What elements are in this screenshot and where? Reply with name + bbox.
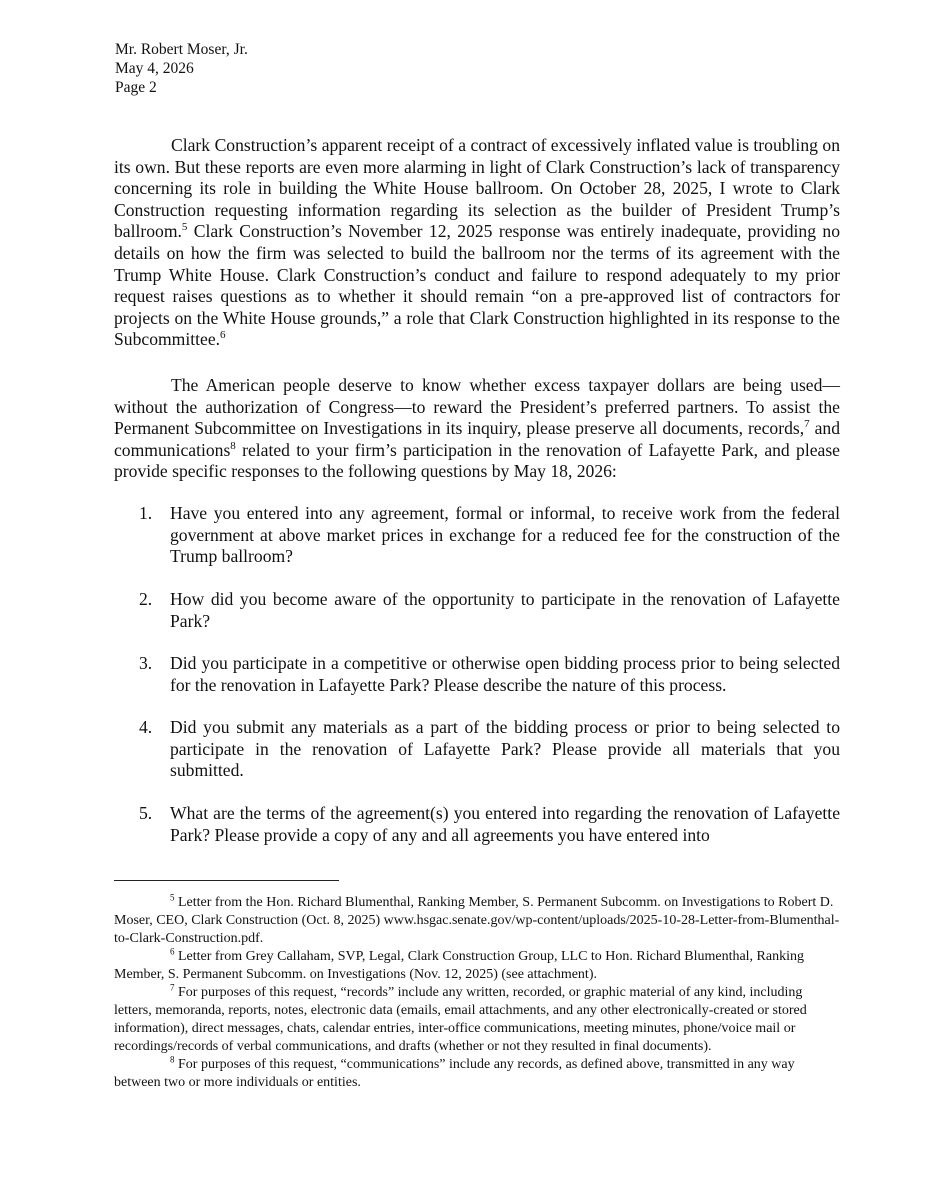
question-text: Have you entered into any agreement, formal or informal, to receive work from the federal government at above market prices in exchange for a reduced fee for the construction of the Trump ballroom? — [170, 503, 840, 567]
question-text: Did you participate in a competitive or otherwise open bidding process prior to being selected for the renovation in Lafayette Park? Please describe the nature of this process. — [170, 653, 840, 695]
paragraph-request — [114, 375, 840, 483]
footnote-8 — [114, 1056, 840, 1092]
paragraph-text: Clark Construction’s November 12, 2025 response was entirely inadequate, providing no details on how the firm was selected to build the ballroom nor the terms of its agreement with the Trump White House. Clark Construction’s conduct and failure to respond adequately to my prior request raises questions as to whether it should remain “on a pre-approved list of contractors for projects on the White House grounds,” a role that Clark Construction highlighted in its response to the Subcommittee. — [114, 221, 840, 350]
footnote-6 — [114, 948, 840, 984]
footnote-text: For purposes of this request, “communications” include any records, as defined above, transmitted in any way between two or more individuals or entities. — [114, 1057, 795, 1090]
question-number: 5. — [139, 803, 153, 823]
footnote-ref-6: 6 — [220, 329, 226, 342]
footnote-number: 7 — [170, 982, 175, 993]
question-text: Did you submit any materials as a part of the bidding process or prior to being selected to participate in the renovation of Lafayette Park? Please provide all materials that you submitted. — [170, 717, 840, 781]
page-number: Page 2 — [115, 79, 157, 96]
footnote-divider — [114, 880, 339, 881]
question-number: 1. — [139, 503, 153, 523]
footnotes — [114, 894, 840, 1092]
question-text: How did you become aware of the opportunity to participate in the renovation of Lafayette Park? — [170, 589, 840, 631]
recipient-name: Mr. Robert Moser, Jr. — [115, 41, 248, 58]
footnote-ref-8: 8 — [230, 439, 236, 452]
letter-header — [115, 40, 248, 97]
question-number: 3. — [139, 653, 153, 673]
footnote-number: 6 — [170, 946, 175, 957]
footnote-number: 5 — [170, 892, 175, 903]
footnote-number: 8 — [170, 1054, 175, 1065]
footnote-7 — [114, 984, 840, 1056]
footnote-text: For purposes of this request, “records” include any written, recorded, or graphic material of any kind, including letters, memoranda, reports, notes, electronic data (emails, email attachments, and any other electronically-created or stored information), direct messages, chats, calendar entries, inter-office communications, meeting minutes, phone/voice mail or recordings/records of verbal communications, and drafts (whether or not they resulted in final documents). — [114, 985, 807, 1054]
footnote-text: Letter from Grey Callaham, SVP, Legal, Clark Construction Group, LLC to Hon. Richard Blumenthal, Ranking Member, S. Permanent Subcomm. on Investigations (Nov. 12, 2025) (see attachment). — [114, 949, 805, 982]
footnote-ref-5: 5 — [181, 221, 188, 234]
question-number: 4. — [139, 717, 153, 737]
paragraph-text: related to your firm’s participation in the renovation of Lafayette Park, and please provide specific responses to the following questions by May 18, 2026: — [114, 439, 840, 482]
paragraph-text: and communications — [114, 418, 840, 460]
footnote-ref-7: 7 — [804, 418, 810, 431]
footnote-text: Letter from the Hon. Richard Blumenthal, Ranking Member, S. Permanent Subcomm. on Investigations to Robert D. Moser, CEO, Clark Construction (Oct. 8, 2025) www.hsgac.senate.gov/wp-content/uploads/2025-10-28-Letter-from-Blumenthal-to-Clark-Construction.pdf. — [114, 895, 840, 946]
paragraph-text: The American people deserve to know whether excess taxpayer dollars are being used—without the authorization of Congress—to reward the President’s preferred partners. To assist the Permanent Subcommittee on Investigations in its inquiry, please preserve all documents, records, — [114, 375, 840, 439]
paragraph-text: Clark Construction’s apparent receipt of a contract of excessively inflated value is troubling on its own. But these reports are even more alarming in light of Clark Construction’s lack of transparency concerning its role in building the White House ballroom. On October 28, 2025, I wrote to Clark Construction requesting information regarding its selection as the builder of President Trump’s ballroom. — [114, 135, 840, 242]
paragraph-ballroom-transparency — [114, 135, 840, 351]
question-number: 2. — [139, 589, 153, 609]
letter-date: May 4, 2026 — [115, 60, 194, 77]
footnote-5 — [114, 894, 840, 948]
question-text: What are the terms of the agreement(s) you entered into regarding the renovation of Lafayette Park? Please provide a copy of any and all agreements you have entered into — [170, 803, 840, 845]
